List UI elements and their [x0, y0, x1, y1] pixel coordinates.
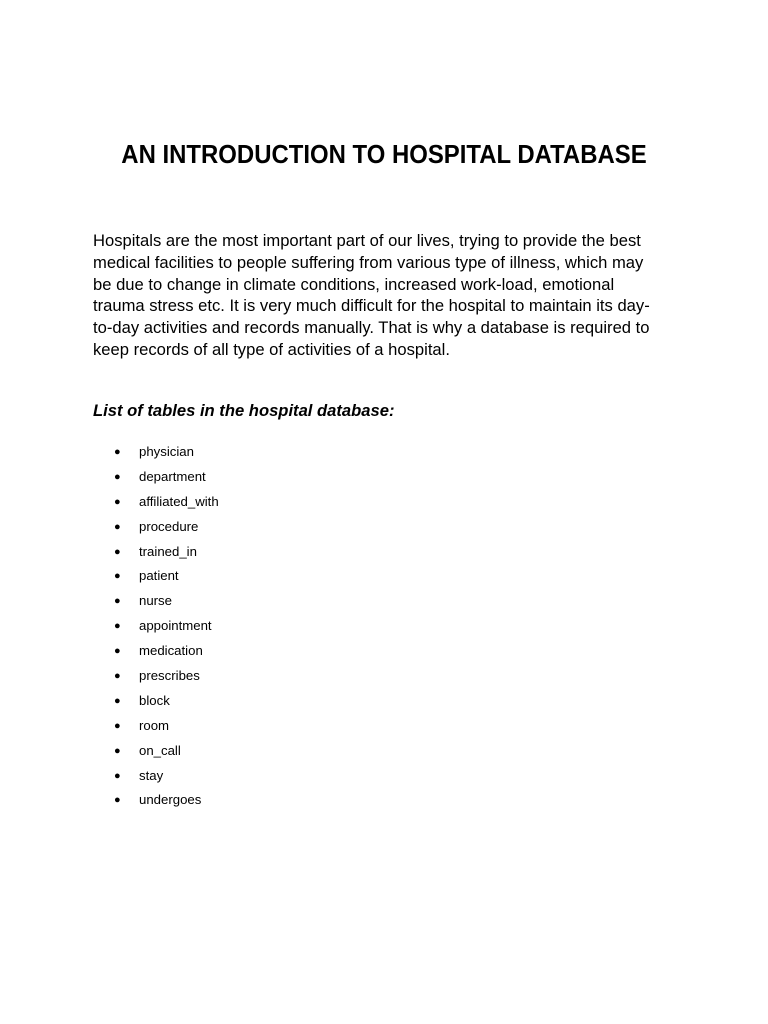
intro-paragraph: [93, 230, 673, 361]
bullet-icon: ●: [114, 470, 121, 483]
bullet-icon: ●: [114, 645, 121, 658]
table-list-heading: List of tables in the hospital database:: [93, 401, 395, 420]
intro-line: Hospitals are the most important part of our lives, trying to provide the best: [93, 231, 641, 250]
bullet-icon: ●: [114, 719, 121, 732]
list-item-label: stay: [139, 767, 164, 783]
list-item-label: physician: [139, 444, 194, 459]
bullet-icon: ●: [114, 670, 121, 683]
list-item-label: block: [139, 692, 170, 708]
list-item-label: affiliated_with: [139, 493, 219, 509]
intro-line: to-day activities and records manually. That is why a database is required to: [93, 318, 650, 338]
list-item-label: medication: [139, 643, 203, 659]
intro-line: keep records of all type of activities of a hospital.: [93, 339, 450, 359]
list-item-label: trained_in: [139, 543, 197, 559]
list-item-label: undergoes: [139, 792, 202, 808]
list-item-label: appointment: [139, 618, 212, 634]
list-item-label: patient: [139, 568, 179, 584]
intro-line: be due to change in climate conditions, increased work-load, emotional: [93, 274, 615, 294]
bullet-icon: ●: [114, 595, 121, 608]
list-item-label: room: [139, 717, 170, 733]
bullet-icon: ●: [114, 694, 121, 707]
bullet-icon: ●: [114, 794, 121, 807]
list-item-label: on_call: [139, 742, 181, 758]
list-item-label: nurse: [139, 593, 172, 609]
document-title: AN INTRODUCTION TO HOSPITAL DATABASE: [121, 139, 647, 169]
list-item-label: prescribes: [139, 668, 200, 684]
bullet-icon: ●: [114, 570, 121, 583]
bullet-icon: ●: [114, 495, 121, 508]
list-item-label: procedure: [139, 518, 199, 534]
bullet-icon: ●: [114, 744, 121, 757]
list-item-label: department: [139, 468, 206, 484]
intro-line: medical facilities to people suffering from various type of illness, which may: [93, 252, 644, 272]
bullet-icon: ●: [114, 769, 121, 782]
bullet-icon: ●: [114, 620, 121, 633]
bullet-icon: ●: [114, 446, 121, 458]
intro-line: trauma stress etc. It is very much difficult for the hospital to maintain its day-: [93, 296, 650, 316]
bullet-icon: ●: [114, 545, 121, 558]
bullet-icon: ●: [114, 520, 121, 533]
